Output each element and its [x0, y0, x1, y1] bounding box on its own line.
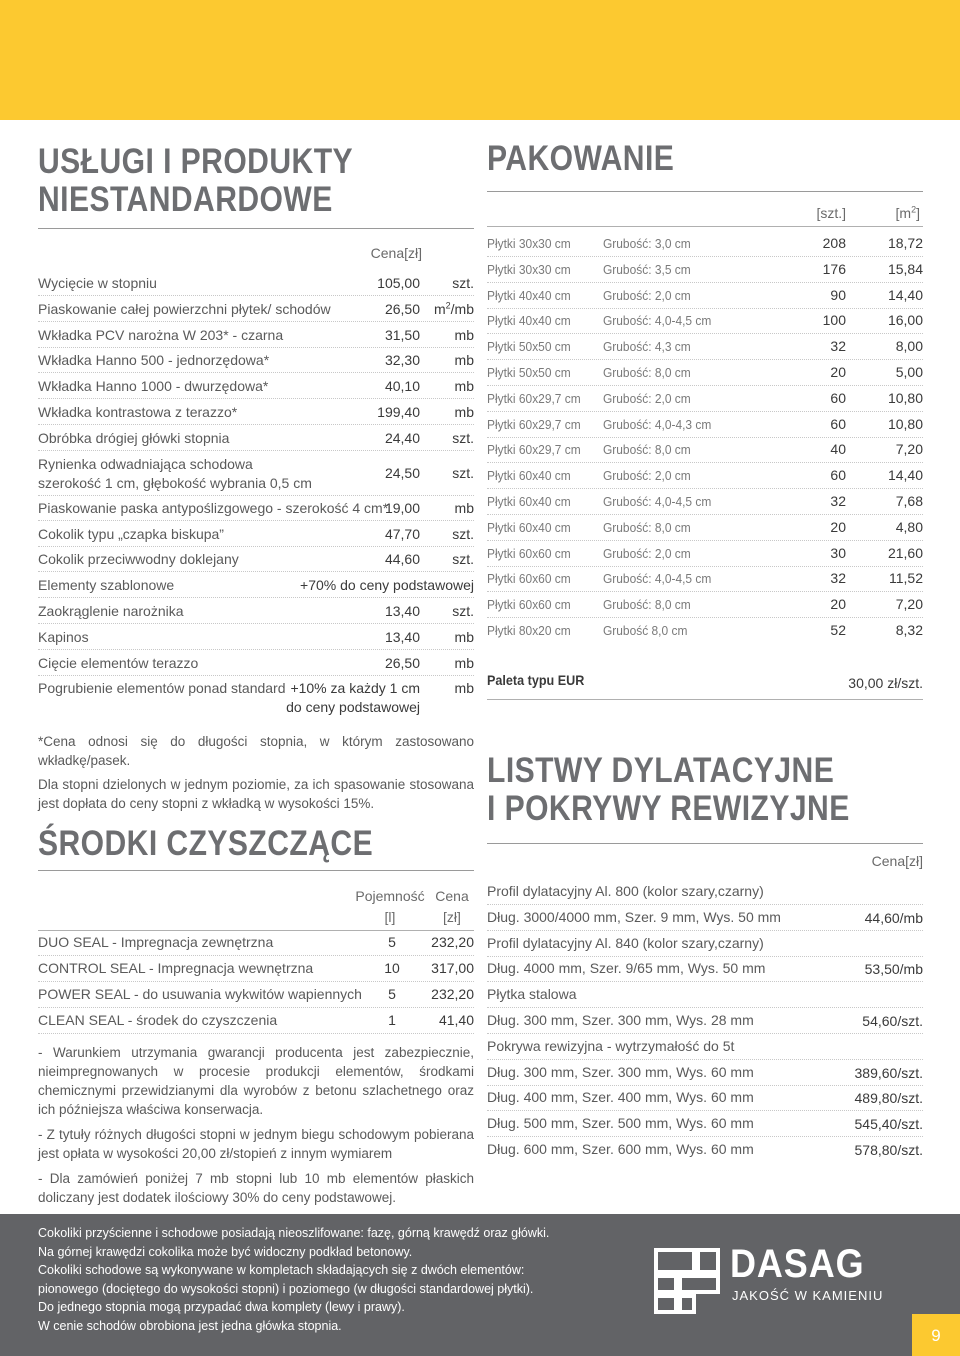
listwy-title: LISTWY DYLATACYJNE I POKRYWY REWIZYJNE — [487, 751, 850, 828]
tile-size: Płytki 60x60 cm — [487, 597, 571, 613]
tile-size: Płytki 60x60 cm — [487, 545, 571, 561]
tile-area: 4,80 — [895, 518, 923, 535]
tile-thickness: Grubość: 8,0 cm — [603, 597, 691, 613]
product-volume: 10 — [384, 960, 400, 976]
srodki-title-rule — [38, 870, 474, 871]
service-name: Wycięcie w stopniu — [38, 275, 157, 291]
service-unit — [430, 603, 474, 620]
service-unit — [430, 500, 474, 517]
tile-thickness: Grubość: 4,0-4,5 cm — [603, 571, 712, 587]
srodki-title: ŚRODKI CZYSZCZĄCE — [38, 824, 374, 863]
product-price: 317,00 — [431, 960, 474, 976]
brand-tagline: JAKOŚĆ W KAMIENIU — [732, 1288, 884, 1303]
tile-count: 40 — [830, 441, 846, 458]
service-unit — [430, 301, 474, 318]
listwy-item: Pokrywa rewizyjna - wytrzymałość do 5t — [487, 1037, 735, 1054]
service-name: Piaskowanie paska antypoślizgowego - szerokość 4 cm* — [38, 500, 389, 516]
unit-text: mb — [454, 655, 474, 671]
service-price: 24,50 — [384, 465, 420, 481]
row-divider — [38, 597, 474, 598]
row-divider — [487, 437, 923, 438]
unit-text: szt. — [452, 275, 474, 291]
listwy-price: 54,60/szt. — [862, 1013, 923, 1029]
service-price: 105,00 — [377, 275, 420, 291]
tile-thickness: Grubość: 2,0 cm — [603, 390, 691, 406]
product-price: 232,20 — [431, 934, 474, 950]
service-unit — [430, 352, 474, 369]
row-divider — [38, 955, 474, 956]
service-unit — [430, 275, 474, 292]
srodki-note-3: - Dla zamówień poniżej 7 mb stopni lub 10 mb elementów płaskich doliczany jest dodatek ilościowy 30% do ceny podstawowej. — [38, 1171, 474, 1205]
service-price: 32,30 — [384, 352, 420, 368]
tile-count: 32 — [830, 493, 846, 509]
tile-area: 14,40 — [887, 286, 923, 303]
uslugi-price-header: Cena[zł] — [370, 245, 422, 261]
tile-count: 208 — [822, 235, 846, 251]
row-divider — [38, 347, 474, 348]
srodki-header-rule — [38, 930, 474, 931]
service-name: Obróbka drógiej główki stopnia — [38, 430, 230, 446]
service-price: 26,50 — [384, 301, 420, 317]
service-unit — [430, 629, 474, 646]
uslugi-title-rule — [38, 228, 474, 229]
tile-size: Płytki 60x40 cm — [487, 519, 571, 535]
row-divider — [487, 930, 923, 931]
tile-thickness: Grubość: 4,0-4,3 cm — [603, 416, 712, 432]
tile-count: 30 — [830, 544, 846, 561]
listwy-item: Profil dylatacyjny Al. 800 (kolor szary,czarny) — [487, 883, 764, 899]
service-price: 19,00 — [384, 500, 420, 516]
listwy-item: Dług. 400 mm, Szer. 400 mm, Wys. 60 mm — [487, 1089, 754, 1106]
srodki-note-2: - Z tytuły różnych długości stopni w jednym biegu schodowym pobierana jest opłata w wysokości 20,00 zł/stopień z innym wymiarem — [38, 1127, 474, 1161]
unit-text: szt. — [452, 430, 474, 446]
service-unit — [430, 655, 474, 672]
pallet-label: Paleta typu EUR — [487, 672, 585, 688]
service-price: 44,60 — [384, 551, 420, 567]
row-divider — [487, 617, 923, 618]
tile-count: 20 — [830, 596, 846, 613]
row-divider — [38, 623, 474, 624]
service-price: 24,40 — [384, 430, 420, 446]
unit-text: mb — [454, 352, 474, 368]
service-unit — [430, 526, 474, 543]
row-divider — [38, 520, 474, 521]
unit-sup: 2 — [445, 300, 451, 311]
service-price: 31,50 — [384, 327, 420, 343]
listwy-item: Płytka stalowa — [487, 986, 577, 1003]
row-divider — [38, 295, 474, 296]
brand-name: DASAG — [730, 1242, 865, 1286]
tile-area: 15,84 — [887, 260, 923, 277]
tile-size: Płytki 40x40 cm — [487, 313, 571, 329]
unit-text: mb — [454, 629, 474, 645]
service-price: 47,70 — [384, 526, 420, 542]
pakowanie-title: PAKOWANIE — [487, 139, 675, 178]
row-divider — [38, 424, 474, 425]
service-name: Kapinos — [38, 629, 89, 645]
listwy-price: 578,80/szt. — [854, 1142, 923, 1158]
tile-size: Płytki 30x30 cm — [487, 261, 571, 277]
tile-thickness: Grubość: 8,0 cm — [603, 442, 691, 458]
listwy-item: Dług. 3000/4000 mm, Szer. 9 mm, Wys. 50 mm — [487, 908, 781, 925]
tile-thickness: Grubość: 3,5 cm — [603, 261, 691, 277]
product-name: DUO SEAL - Impregnacja zewnętrzna — [38, 934, 274, 950]
service-price: +70% do ceny podstawowej — [300, 577, 474, 593]
footer — [0, 1214, 960, 1356]
listwy-title-rule — [487, 843, 923, 844]
row-divider — [38, 1033, 474, 1034]
tile-area: 7,20 — [895, 441, 923, 458]
tile-count: 32 — [830, 338, 846, 355]
tile-size: Płytki 80x20 cm — [487, 623, 571, 638]
service-unit — [430, 680, 474, 697]
listwy-price: 545,40/szt. — [854, 1116, 923, 1133]
row-divider — [487, 1085, 923, 1086]
row-divider — [38, 372, 474, 373]
service-price: 13,40 — [384, 603, 420, 619]
tile-count: 20 — [830, 364, 846, 380]
tile-count: 60 — [830, 415, 846, 432]
page-number: 9 — [912, 1314, 960, 1356]
tile-count: 60 — [830, 389, 846, 406]
top-accent-bar — [0, 0, 960, 120]
service-name: szerokość 1 cm, głębokość wybrania 0,5 cm — [38, 475, 312, 491]
tile-area: 5,00 — [895, 364, 923, 380]
pakowanie-m2-header: $[m^2]$ — [895, 204, 920, 221]
service-name: Zaokrąglenie narożnika — [38, 603, 184, 619]
unit-text: mb — [454, 404, 474, 420]
tile-size: Płytki 60x29,7 cm — [487, 390, 581, 406]
row-divider — [38, 495, 474, 496]
listwy-price-header: Cena[zł] — [871, 853, 923, 869]
unit-text: m — [433, 301, 446, 317]
footer-note-line: Do jednego stopnia mogą przypadać dwa komplety (lewy i prawy). — [38, 1300, 405, 1315]
tile-area: 21,60 — [887, 544, 923, 561]
unit-text: mb — [454, 378, 474, 394]
row-divider — [487, 591, 923, 592]
service-name: Wkładka kontrastowa z terazzo* — [38, 404, 238, 420]
service-price: do ceny podstawowej — [286, 699, 420, 715]
row-divider — [38, 571, 474, 572]
service-name: Wkładka Hanno 1000 - dwurzędowa* — [38, 378, 269, 394]
row-divider — [38, 546, 474, 547]
row-divider — [487, 1059, 923, 1060]
tile-thickness: Grubość: 4,0-4,5 cm — [603, 494, 712, 509]
tile-thickness: Grubość: 4,3 cm — [603, 339, 691, 355]
tile-area: 7,68 — [895, 493, 923, 509]
unit-text: mb — [454, 327, 474, 343]
product-price: 41,40 — [438, 1012, 474, 1028]
service-unit — [430, 404, 474, 421]
pakowanie-title-rule — [487, 191, 923, 192]
row-divider — [38, 321, 474, 322]
product-price: 232,20 — [431, 986, 474, 1002]
pallet-price: 30,00 zł/szt. — [848, 675, 923, 691]
tile-thickness: Grubość: 4,0-4,5 cm — [603, 313, 712, 329]
tile-area: 16,00 — [887, 312, 923, 329]
pakowanie-szt-header: [szt.] — [816, 205, 846, 221]
row-divider — [487, 540, 923, 541]
listwy-price: 389,60/szt. — [854, 1064, 923, 1081]
tile-area: 8,32 — [895, 622, 923, 638]
product-volume: 5 — [388, 986, 396, 1002]
listwy-price: 44,60/mb — [864, 909, 923, 926]
tile-thickness: Grubość: 3,0 cm — [603, 236, 691, 251]
tile-thickness: Grubość: 2,0 cm — [603, 287, 691, 303]
tile-count: 20 — [830, 518, 846, 535]
service-name: Wkładka Hanno 500 - jednorzędowa* — [38, 352, 270, 368]
product-volume: 1 — [388, 1012, 396, 1028]
service-name: Elementy szablonowe — [38, 577, 175, 593]
listwy-item: Dług. 4000 mm, Szer. 9/65 mm, Wys. 50 mm — [487, 960, 766, 977]
row-divider — [38, 398, 474, 399]
tile-size: Płytki 30x30 cm — [487, 236, 571, 251]
tile-area: 8,00 — [895, 338, 923, 355]
row-divider — [38, 675, 474, 676]
service-price: 40,10 — [384, 378, 420, 394]
service-name: Rynienka odwadniająca schodowa — [38, 456, 253, 472]
tile-size: Płytki 60x29,7 cm — [487, 416, 581, 432]
tile-area: 14,40 — [887, 467, 923, 484]
service-name: Piaskowanie całej powierzchni płytek/ schodów — [38, 301, 331, 317]
row-divider — [487, 359, 923, 360]
row-divider — [487, 333, 923, 334]
service-price: 26,50 — [384, 655, 420, 671]
service-unit — [430, 430, 474, 447]
row-divider — [487, 308, 923, 309]
tile-area: 10,80 — [887, 389, 923, 406]
unit-text: mb — [454, 680, 474, 696]
tile-size: Płytki 60x40 cm — [487, 494, 571, 509]
uslugi-title: USŁUGI I PRODUKTY NIESTANDARDOWE — [38, 142, 354, 219]
footer-note-line: W cenie schodów obrobiona jest jedna główka stopnia. — [38, 1319, 342, 1333]
listwy-price: 53,50/mb — [864, 961, 923, 978]
footer-note-line: Cokoliki schodowe są wykonywane w kompletach składających się z dwóch elementów: — [38, 1263, 525, 1278]
listwy-item: Dług. 300 mm, Szer. 300 mm, Wys. 60 mm — [487, 1063, 754, 1080]
uslugi-note-1: *Cena odnosi się do długości stopnia, w którym zastosowano wkładkę/pasek. — [38, 734, 474, 768]
row-divider — [487, 566, 923, 567]
row-divider — [487, 1136, 923, 1137]
row-divider — [38, 649, 474, 650]
row-divider — [38, 1007, 474, 1008]
tile-thickness: Grubość: 8,0 cm — [603, 365, 691, 380]
unit-text: szt. — [452, 465, 474, 481]
tile-thickness: Grubość: 8,0 cm — [603, 519, 691, 535]
unit-text: szt. — [452, 603, 474, 619]
service-unit — [430, 465, 474, 482]
tile-area: 10,80 — [887, 415, 923, 432]
product-name: CONTROL SEAL - Impregnacja wewnętrzna — [38, 960, 314, 976]
row-divider — [487, 1033, 923, 1034]
service-name: Cokolik typu „czapka biskupa” — [38, 526, 224, 542]
product-name: POWER SEAL - do usuwania wykwitów wapiennych — [38, 986, 362, 1002]
row-divider — [38, 450, 474, 451]
tile-count: 176 — [822, 260, 846, 277]
srodki-price-header: Cena [zł] — [435, 888, 469, 925]
tile-count: 90 — [830, 286, 846, 303]
row-divider — [487, 462, 923, 463]
tile-count: 52 — [830, 622, 846, 638]
unit-suffix: /mb — [450, 301, 474, 317]
row-divider — [487, 956, 923, 957]
tile-thickness: Grubość 8,0 cm — [603, 623, 688, 638]
service-price: +10% za każdy 1 cm — [290, 680, 420, 696]
service-name: Cokolik przeciwwodny doklejany — [38, 551, 239, 567]
tile-count: 60 — [830, 467, 846, 484]
tile-size: Płytki 60x60 cm — [487, 571, 571, 587]
tile-thickness: Grubość: 2,0 cm — [603, 545, 691, 561]
tile-area: 18,72 — [887, 235, 923, 251]
tile-area: 7,20 — [895, 596, 923, 613]
tile-size: Płytki 40x40 cm — [487, 287, 571, 303]
row-divider — [487, 256, 923, 257]
service-name: Cięcie elementów terazzo — [38, 655, 199, 671]
unit-text: szt. — [452, 551, 474, 567]
pakowanie-header-rule — [487, 226, 923, 227]
product-name: CLEAN SEAL - środek do czyszczenia — [38, 1012, 278, 1028]
service-unit — [430, 327, 474, 344]
tile-area: 11,52 — [889, 570, 923, 587]
uslugi-note-2: Dla stopni dzielonych w jednym poziomie, za ich spasowanie stosowana jest dopłata do ceny stopni z wkładką w wysokości 15%. — [38, 777, 474, 811]
tile-size: Płytki 60x40 cm — [487, 468, 571, 484]
listwy-item: Dług. 500 mm, Szer. 500 mm, Wys. 60 mm — [487, 1115, 754, 1132]
footer-note-line: Na górnej krawędzi cokolika może być widoczny podkład betonowy. — [38, 1244, 413, 1259]
srodki-note-1: - Warunkiem utrzymania gwarancji producenta jest zabezpiecznie, nieimpregnowanych w procesie produkcji elementów, środkami chemicznymi przewidzianymi dla wyrobów z betonu szlachetnego oraz ich późniejsza właściwa konserwacja. — [38, 1045, 474, 1117]
row-divider — [487, 981, 923, 982]
pallet-rule — [487, 699, 923, 700]
footer-note-line: pionowego (dociętego do wysokości stopni) i poziomego (w długości standardowej płytki). — [38, 1281, 534, 1296]
srodki-volume-header: Pojemność [l] — [355, 888, 425, 925]
row-divider — [487, 1007, 923, 1008]
row-divider — [487, 385, 923, 386]
tile-count: 100 — [822, 312, 846, 329]
row-divider — [487, 488, 923, 489]
listwy-item: Profil dylatacyjny Al. 840 (kolor szary,czarny) — [487, 934, 764, 951]
product-volume: 5 — [388, 934, 396, 950]
footer-note-line: Cokoliki przyścienne i schodowe posiadają nieoszlifowane: fazę, górną krawędź oraz główki. — [38, 1226, 550, 1240]
service-name: Wkładka PCV narożna W 203* - czarna — [38, 327, 284, 343]
listwy-item: Dług. 300 mm, Szer. 300 mm, Wys. 28 mm — [487, 1012, 754, 1028]
tile-size: Płytki 50x50 cm — [487, 365, 571, 380]
row-divider — [487, 282, 923, 283]
service-unit — [430, 378, 474, 395]
tile-thickness: Grubość: 2,0 cm — [603, 468, 691, 484]
service-unit — [430, 551, 474, 568]
listwy-price: 489,80/szt. — [854, 1090, 923, 1107]
service-name: Pogrubienie elementów ponad standard — [38, 680, 286, 696]
row-divider — [487, 411, 923, 412]
unit-text: szt. — [452, 526, 474, 542]
tile-count: 32 — [830, 570, 846, 587]
service-price: 13,40 — [384, 629, 420, 645]
row-divider — [487, 1110, 923, 1111]
row-divider — [487, 514, 923, 515]
row-divider — [38, 981, 474, 982]
row-divider — [487, 904, 923, 905]
unit-text: mb — [454, 500, 474, 516]
dasag-logo-icon — [654, 1248, 720, 1314]
service-price: 199,40 — [377, 404, 420, 420]
tile-size: Płytki 60x29,7 cm — [487, 442, 581, 458]
listwy-item: Dług. 600 mm, Szer. 600 mm, Wys. 60 mm — [487, 1141, 754, 1157]
tile-size: Płytki 50x50 cm — [487, 339, 571, 355]
